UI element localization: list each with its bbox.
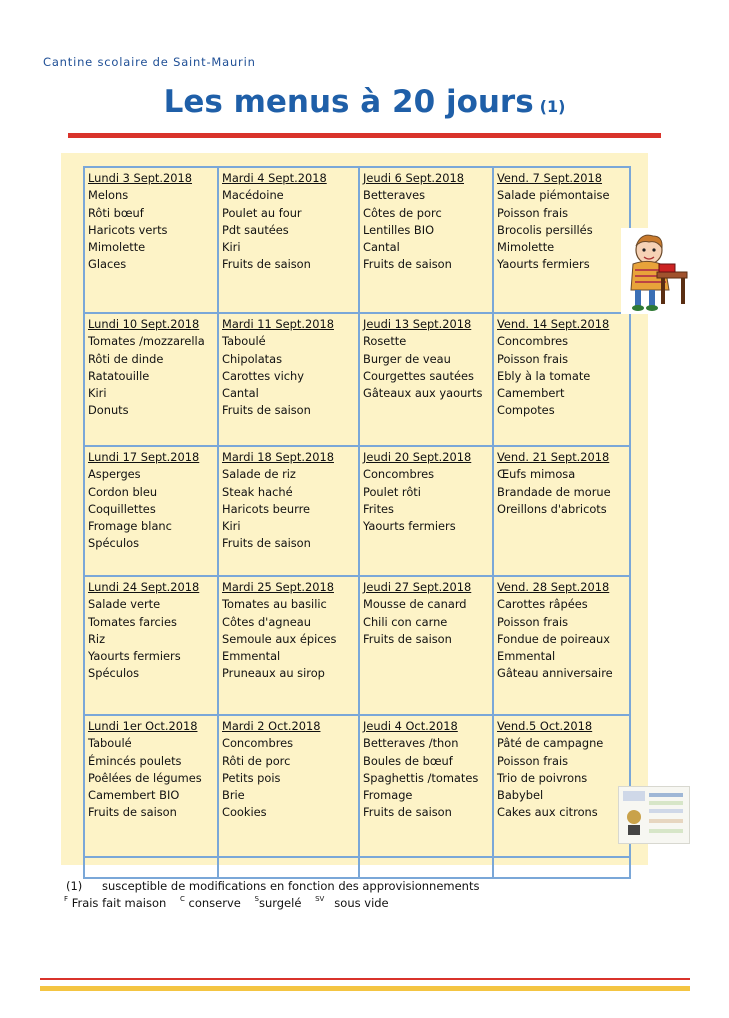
footer-red-line: [40, 978, 690, 980]
menu-dish: Fruits de saison: [363, 805, 452, 820]
menu-dish: Tomates au basilic: [222, 597, 327, 612]
day-heading: Jeudi 27 Sept.2018: [363, 580, 472, 594]
legend-label-canned: conserve: [188, 896, 241, 910]
menu-dish: Yaourts fermiers: [363, 519, 456, 534]
menu-dish: Salade verte: [88, 597, 161, 612]
footnote-text: susceptible de modifications en fonction des approvisionnements: [102, 879, 480, 893]
menu-dish: Poisson frais: [497, 753, 569, 768]
day-heading: Vend.5 Oct.2018: [497, 719, 593, 733]
day-heading: Jeudi 20 Sept.2018: [363, 450, 472, 464]
menu-dish: Boules de bœuf: [363, 753, 453, 768]
day-heading: Vend. 7 Sept.2018: [497, 171, 603, 185]
menu-day-cell: [218, 167, 359, 313]
menu-empty-row: [84, 857, 630, 878]
day-heading: Vend. 21 Sept.2018: [497, 450, 610, 464]
menu-dish: Fruits de saison: [363, 631, 452, 646]
legend-sup-fresh: F: [64, 895, 69, 903]
menu-day-cell: [493, 576, 630, 715]
menu-dish: Mousse de canard: [363, 597, 467, 612]
menu-dish: Emmental: [497, 649, 556, 664]
menu-table-body: [84, 167, 630, 878]
menu-dish: Carottes râpées: [497, 597, 588, 612]
footnote-marker: (1): [66, 879, 83, 893]
menu-dish: Pâté de campagne: [497, 736, 604, 751]
menu-dish: Emmental: [222, 649, 281, 664]
menu-dish: Riz: [88, 631, 106, 646]
menu-dish: Spaghettis /tomates: [363, 770, 479, 785]
menu-dish: Fruits de saison: [88, 805, 177, 820]
day-heading: Lundi 1er Oct.2018: [88, 719, 198, 733]
menu-dish: Brandade de morue: [497, 484, 611, 499]
menu-day-cell: [84, 576, 218, 715]
menu-dish: Côtes d'agneau: [222, 614, 311, 629]
menu-dish: Poêlées de légumes: [88, 770, 202, 785]
menu-dish: Yaourts fermiers: [497, 257, 590, 272]
menu-dish: Carottes vichy: [222, 368, 304, 383]
menu-day-cell: [218, 446, 359, 576]
menu-day-cell: [84, 446, 218, 576]
menu-dish: Kiri: [222, 519, 241, 534]
menu-dish: Poulet au four: [222, 205, 302, 220]
menu-dish: Cakes aux citrons: [497, 805, 598, 820]
day-heading: Jeudi 6 Sept.2018: [363, 171, 465, 185]
child-at-desk-illustration: [621, 228, 691, 314]
title-text: Les menus à 20 jours: [163, 84, 534, 120]
menu-dish: Brie: [222, 788, 245, 803]
day-heading: Lundi 10 Sept.2018: [88, 317, 200, 331]
menu-dish: Rôti bœuf: [88, 205, 144, 220]
menu-dish: Coquillettes: [88, 501, 156, 516]
menu-day-cell: [84, 715, 218, 857]
menu-dish: Courgettes sautées: [363, 368, 474, 383]
menu-dish: Camembert: [497, 386, 565, 401]
menu-dish: Taboulé: [88, 736, 132, 751]
day-heading: Jeudi 4 Oct.2018: [363, 719, 458, 733]
info-poster-thumbnail: [618, 786, 690, 844]
legend-sup-vacuum: SV: [315, 895, 325, 903]
menu-dish: Concombres: [222, 736, 294, 751]
menu-dish: Gâteau anniversaire: [497, 666, 613, 681]
organization-name: Cantine scolaire de Saint-Maurin: [43, 55, 256, 69]
menu-dish: Chipolatas: [222, 351, 283, 366]
page-title: [0, 84, 729, 120]
legend-sup-canned: C: [179, 895, 185, 903]
menu-dish: Glaces: [88, 257, 127, 272]
day-heading: Lundi 17 Sept.2018: [88, 450, 200, 464]
day-heading: Mardi 25 Sept.2018: [222, 580, 334, 594]
menu-dish: Chili con carne: [363, 614, 448, 629]
menu-dish: Tomates farcies: [88, 614, 177, 629]
menu-dish: Steak haché: [222, 484, 293, 499]
menu-dish: Pruneaux au sirop: [222, 666, 325, 681]
menu-table: [83, 166, 631, 879]
menu-dish: Salade piémontaise: [497, 188, 610, 203]
day-heading: Lundi 3 Sept.2018: [88, 171, 193, 185]
day-heading: Mardi 18 Sept.2018: [222, 450, 334, 464]
menu-day-cell: [359, 167, 493, 313]
menu-dish: Mimolette: [497, 240, 555, 255]
menu-dish: Cantal: [363, 240, 400, 255]
menu-dish: Haricots beurre: [222, 501, 311, 516]
menu-dish: Ratatouille: [88, 368, 150, 383]
menu-dish: Poisson frais: [497, 205, 569, 220]
menu-week-row: [84, 167, 630, 313]
menu-dish: Semoule aux épices: [222, 631, 337, 646]
legend-label-frozen: surgelé: [258, 896, 302, 910]
menu-dish: Œufs mimosa: [497, 467, 576, 482]
menu-dish: Spéculos: [88, 536, 140, 551]
menu-dish: Brocolis persillés: [497, 222, 593, 237]
legend-line: [64, 896, 389, 910]
menu-dish: Rôti de porc: [222, 753, 291, 768]
menu-dish: Cookies: [222, 805, 267, 820]
menu-day-cell: [218, 576, 359, 715]
menu-dish: Taboulé: [222, 334, 266, 349]
menu-dish: Concombres: [497, 334, 569, 349]
menu-dish: Betteraves /thon: [363, 736, 459, 751]
menu-dish: Burger de veau: [363, 351, 451, 366]
menu-day-cell: [84, 167, 218, 313]
menu-dish: Ebly à la tomate: [497, 368, 591, 383]
menu-day-cell: [359, 446, 493, 576]
menu-dish: Tomates /mozzarella: [88, 334, 205, 349]
menu-day-cell: [359, 313, 493, 446]
menu-dish: Rosette: [363, 334, 407, 349]
menu-dish: Yaourts fermiers: [88, 649, 181, 664]
title-footnote-marker: (1): [539, 97, 566, 116]
menu-dish: Fruits de saison: [363, 257, 452, 272]
menu-dish: Trio de poivrons: [497, 770, 588, 785]
menu-day-cell: [359, 715, 493, 857]
menu-dish: Cordon bleu: [88, 484, 158, 499]
legend-label-fresh: Frais fait maison: [71, 896, 167, 910]
menu-dish: Concombres: [363, 467, 435, 482]
menu-dish: Haricots verts: [88, 222, 168, 237]
menu-dish: Spéculos: [88, 666, 140, 681]
empty-cell: [493, 857, 630, 878]
menu-dish: Fruits de saison: [222, 536, 311, 551]
menu-dish: Rôti de dinde: [88, 351, 164, 366]
menu-dish: Fromage blanc: [88, 519, 172, 534]
menu-dish: Fondue de poireaux: [497, 631, 611, 646]
menu-dish: Melons: [88, 188, 129, 203]
day-heading: Jeudi 13 Sept.2018: [363, 317, 472, 331]
footnote-availability: [66, 879, 479, 893]
menu-day-cell: [218, 313, 359, 446]
menu-dish: Mimolette: [88, 240, 146, 255]
menu-dish: Kiri: [222, 240, 241, 255]
menu-week-row: [84, 576, 630, 715]
menu-dish: Émincés poulets: [88, 753, 182, 768]
menu-dish: Asperges: [88, 467, 141, 482]
menu-dish: Betteraves: [363, 188, 426, 203]
menu-day-cell: [218, 715, 359, 857]
menu-day-cell: [493, 167, 630, 313]
menu-dish: Salade de riz: [222, 467, 296, 482]
empty-cell: [84, 857, 218, 878]
menu-dish: Lentilles BIO: [363, 222, 435, 237]
menu-week-row: [84, 446, 630, 576]
day-heading: Vend. 28 Sept.2018: [497, 580, 610, 594]
menu-dish: Babybel: [497, 788, 544, 803]
menu-week-row: [84, 313, 630, 446]
day-heading: Lundi 24 Sept.2018: [88, 580, 200, 594]
menu-dish: Pdt sautées: [222, 222, 289, 237]
menu-day-cell: [359, 576, 493, 715]
menu-dish: Fromage: [363, 788, 413, 803]
title-divider: [68, 133, 661, 138]
day-heading: Mardi 2 Oct.2018: [222, 719, 321, 733]
menu-dish: Poisson frais: [497, 351, 569, 366]
legend-label-vacuum: sous vide: [334, 896, 389, 910]
empty-cell: [359, 857, 493, 878]
empty-cell: [218, 857, 359, 878]
menu-day-cell: [84, 313, 218, 446]
menu-dish: Fruits de saison: [222, 257, 311, 272]
menu-dish: Poulet rôti: [363, 484, 421, 499]
menu-dish: Poisson frais: [497, 614, 569, 629]
menu-dish: Petits pois: [222, 770, 281, 785]
menu-week-row: [84, 715, 630, 857]
menu-dish: Fruits de saison: [222, 403, 311, 418]
day-heading: Vend. 14 Sept.2018: [497, 317, 610, 331]
menu-day-cell: [493, 313, 630, 446]
menu-dish: Gâteaux aux yaourts: [363, 386, 483, 401]
menu-dish: Donuts: [88, 403, 129, 418]
menu-dish: Cantal: [222, 386, 259, 401]
menu-day-cell: [493, 446, 630, 576]
menu-dish: Oreillons d'abricots: [497, 501, 607, 516]
menu-dish: Compotes: [497, 403, 555, 418]
menu-day-cell: [493, 715, 630, 857]
menu-dish: Kiri: [88, 386, 107, 401]
menu-dish: Côtes de porc: [363, 205, 442, 220]
menu-dish: Frites: [363, 501, 394, 516]
menu-dish: Macédoine: [222, 188, 284, 203]
menu-dish: Camembert BIO: [88, 788, 180, 803]
day-heading: Mardi 11 Sept.2018: [222, 317, 334, 331]
footer-yellow-line: [40, 986, 690, 991]
day-heading: Mardi 4 Sept.2018: [222, 171, 327, 185]
legend-sup-frozen: S: [254, 895, 259, 903]
